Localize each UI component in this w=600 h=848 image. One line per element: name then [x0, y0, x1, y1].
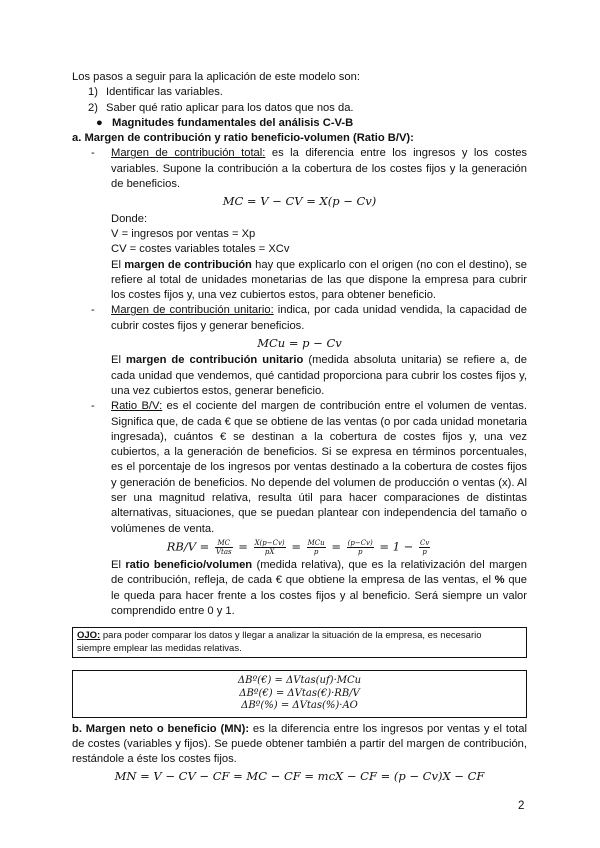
intro-text: Los pasos a seguir para la aplicación de este modelo son: — [72, 71, 360, 83]
page-number: 2 — [518, 800, 525, 812]
ojo-note-box: OJO: para poder comparar los datos y llegar a analizar la situación de la empresa, es necesario siempre emplear las medidas relativas. — [72, 627, 527, 658]
dash-icon: - — [91, 400, 95, 413]
item-ratio-bv: - Ratio B/V: es el cociente del margen de contribución entre el volumen de ventas. Significa que, de cada € que se obtiene de las ventas (o por cada unidad monetaria ingresada), cuántos € se destinan a la cobertura de costes fijos y, una vez cubiertos, a la generación de beneficios. Si se expresa en términos porcentuales, es el porcentaje de los ingresos por ventas destinado a la cobertura de costes fijos y generación de beneficios. No depende del volumen de producción o ventas (x). Al ser una magnitud relativa, resulta útil para hacer comparaciones de distintas alternativas, situaciones, que se puedan plantear con independencia del tamaño o volúmenes de venta. — [91, 400, 528, 535]
formula-box: ΔBº(€) = ΔVtas(uf)·MCu ΔBº(€) = ΔVtas(€)·RB/V ΔBº(%) = ΔVtas(%)·AO — [72, 670, 527, 718]
section-b: b. Margen neto o beneficio (MN): es la diferencia entre los ingresos por ventas y el total de costes (variables y fijos). Se puede obtener también a partir del margen de contribución, restándole a éste los costes fijos. — [72, 722, 527, 766]
item-margen-total: - Margen de contribución total: es la diferencia entre los ingresos y los costes variables. Supone la contribución a la cobertura de los costes fijos y la generación de beneficios. — [91, 147, 528, 191]
step-item: 1) Identificar las variables. — [88, 86, 223, 99]
term: Margen de contribución total: — [111, 147, 266, 160]
paragraph: El margen de contribución unitario (medida absoluta unitaria) se refiere a, de cada unidad que vendemos, qué cantidad proporciona para cubrir los costes fijos y, una vez cubiertos estos, generar beneficio. — [111, 354, 527, 397]
formula-mcu: MCu = p − Cv — [257, 336, 342, 351]
bullet-heading: ● Magnitudes fundamentales del análisis C-V-B — [72, 116, 527, 131]
term: Margen de contribución unitario: — [111, 304, 274, 317]
dash-icon: - — [91, 147, 95, 160]
bullet-icon: ● — [96, 116, 103, 129]
document-page — [72, 70, 527, 787]
term: Ratio B/V: — [111, 400, 163, 413]
formula-mc: MC = V − CV = X(p − Cv) — [222, 194, 377, 209]
paragraph: El margen de contribución hay que explicarlo con el origen (no con el destino), se refiere al total de unidades monetarias de las que dispone la empresa para cubrir los costes fijos y, una vez cubiertos estos, para obtener beneficio. — [111, 258, 528, 302]
section-a-title: a. Margen de contribución y ratio beneficio-volumen (Ratio B/V): — [72, 132, 414, 145]
step-item: 2) Saber qué ratio aplicar para los datos que nos da. — [88, 101, 354, 114]
dash-icon: - — [91, 304, 95, 317]
formula-mn: MN = V − CV − CF = MC − CF = mcX − CF = (p − Cv)X − CF — [114, 769, 485, 784]
section-b-title: b. Margen neto o beneficio (MN): — [72, 722, 250, 735]
definitions: Donde: V = ingresos por ventas = Xp CV = costes variables totales = XCv El margen de contribución hay que explicarlo con el origen (no con el destino), se refiere al total de unidades monetarias de las que dispone la empresa para cubrir los costes fijos y, una vez cubiertos estos, para obtener beneficio. — [72, 212, 527, 304]
item-margen-unitario: - Margen de contribución unitario: indica, por cada unidad vendida, la capacidad de cubrir costes fijos y generar beneficios. — [91, 304, 527, 332]
ojo-label: OJO: — [77, 630, 101, 642]
formula-rbv: RB/V = $\frac{MC}{\text{Vtas}}$ = $\frac{X(p-Cv)}{pX}$ = $\frac{\text{MCu}}{p}$ = $\frac{(p-Cv)}{p}$ = 1 − $\frac{Cv}{p}$ — [166, 538, 430, 556]
paragraph: El ratio beneficio/volumen (medida relativa), que es la relativización del margen de contribución, refleja, de cada € que obtiene la empresa de las ventas, el % que le queda para hacer frente a los costes fijos y al beneficio. Será siempre un valor comprendido entre 0 y 1. — [111, 558, 528, 617]
